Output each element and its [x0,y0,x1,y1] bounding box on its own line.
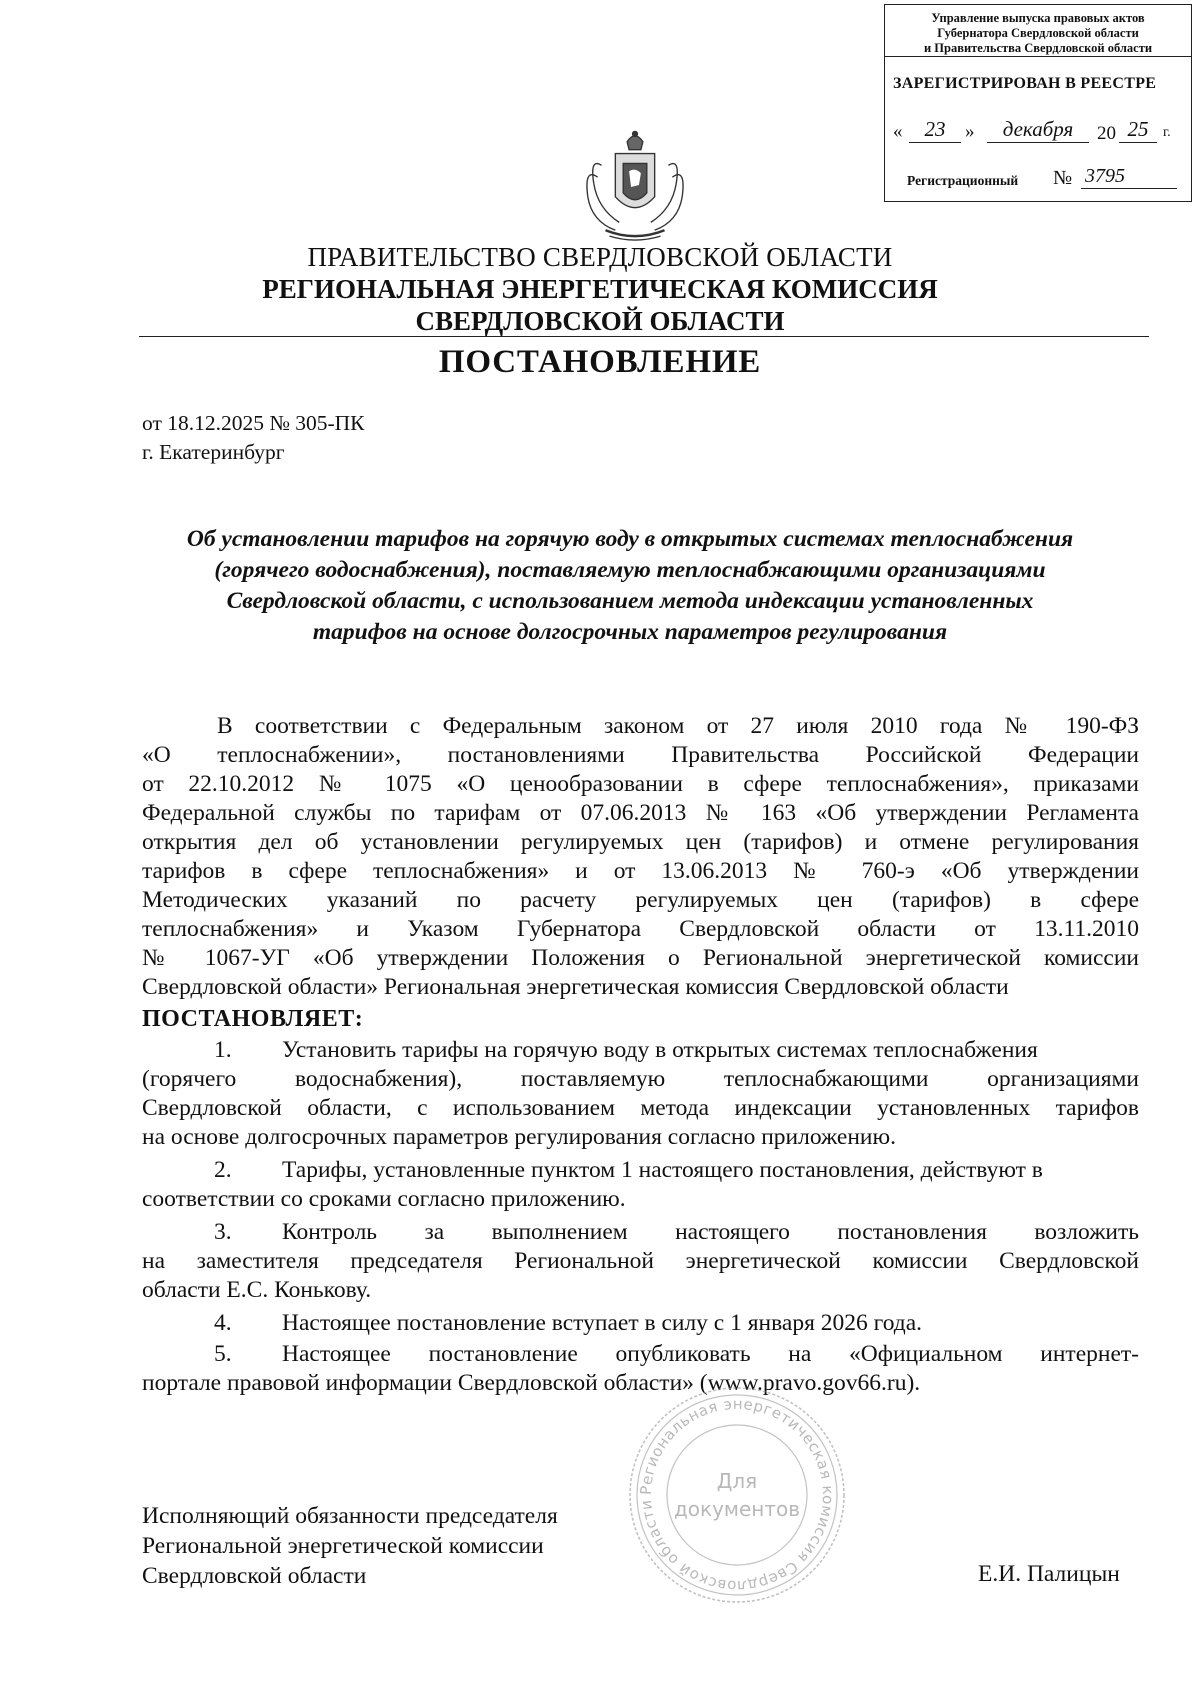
document-number: от 18.12.2025 № 305-ПК [142,411,365,435]
preamble-line: № 1067-УГ «Об утверждении Положения о Региональной энергетической комиссии [142,945,1139,971]
signer-position-line: Исполняющий обязанности председателя [142,1503,558,1529]
preamble-line: теплоснабжения» и Указом Губернатора Свердловской области от 13.11.2010 [142,916,1139,942]
item-line: области Е.С. Конькову. [142,1277,372,1303]
official-seal [626,1384,848,1606]
item-line: Контроль за выполнением настоящего постановления возложить [282,1219,1139,1245]
title-line: тарифов на основе долгосрочных параметров регулирования [312,619,948,645]
item-line: Настоящее постановление вступает в силу с 1 января 2026 года. [282,1310,923,1336]
item-number: 3. [214,1219,232,1245]
government-name: ПРАВИТЕЛЬСТВО СВЕРДЛОВСКОЙ ОБЛАСТИ [307,242,893,272]
item-line: Настоящее постановление опубликовать на «Официальном интернет- [282,1341,1139,1367]
registration-title: ЗАРЕГИСТРИРОВАН В РЕЕСТРЕ [893,75,1157,92]
title-line: (горячего водоснабжения), поставляемую теплоснабжающими организациями [214,557,1046,583]
preamble-line: «О теплоснабжении», постановлениями Правительства Российской Федерации [142,742,1139,768]
seal-center-text: документов [673,1497,801,1521]
item-line: на основе долгосрочных параметров регулирования согласно приложению. [142,1124,896,1150]
registration-century: 20 [1097,123,1116,144]
registration-office-line: Губернатора Свердловской области [937,26,1139,40]
commission-name-line: СВЕРДЛОВСКОЙ ОБЛАСТИ [415,306,785,336]
registration-stamp [884,4,1192,202]
signer-name: Е.И. Палицын [978,1561,1120,1587]
registration-office-line: и Правительства Свердловской области [923,41,1153,55]
item-number: 2. [214,1157,232,1183]
item-line: (горячего водоснабжения), поставляемую теплоснабжающими организациями [142,1066,1139,1092]
item-line: на заместителя председателя Региональной энергетической комиссии Свердловской [142,1248,1139,1274]
signer-position-line: Региональной энергетической комиссии [142,1533,544,1559]
preamble-line: тарифов в сфере теплоснабжения» и от 13.06.2013 № 760-э «Об утверждении [142,858,1139,884]
document-type: ПОСТАНОВЛЕНИЕ [438,344,762,380]
document-title [130,524,1130,648]
item-line: Тарифы, установленные пунктом 1 настоящего постановления, действуют в [282,1157,1043,1183]
item-line: соответствии со сроками согласно приложению. [142,1186,626,1212]
registration-month: декабря [987,117,1089,143]
preamble-line: Федеральной службы по тарифам от 07.06.2013 № 163 «Об утверждении Регламента [142,800,1139,826]
item-line: портале правовой информации Свердловской области» (www.pravo.gov66.ru). [142,1370,921,1396]
registration-year: 25 [1119,117,1157,143]
registration-number-row [907,165,1187,193]
title-line: Об установлении тарифов на горячую воду в открытых системах теплоснабжения [186,526,1074,552]
commission-name-line: РЕГИОНАЛЬНАЯ ЭНЕРГЕТИЧЕСКАЯ КОМИССИЯ [262,274,938,304]
registration-open-quote: « [893,121,903,142]
registration-date [891,117,1191,147]
registration-year-suffix: г. [1163,125,1171,140]
item-number: 5. [214,1341,232,1367]
seal-center-text: Для [716,1469,758,1493]
header-divider [139,336,1149,337]
decree-word: ПОСТАНОВЛЯЕТ: [142,1006,364,1032]
item-number: 4. [214,1310,232,1336]
registration-number-label: Регистрационный [907,173,1019,188]
seal-ring-text: Региональная энергетическая комиссия Свердловской области [636,1394,838,1596]
registration-office-line: Управление выпуска правовых актов [931,11,1145,25]
registration-number-sign: № [1053,167,1073,189]
registration-close-quote: » [965,121,975,142]
preamble-line: Свердловской области» Региональная энергетическая комиссия Свердловской области [142,974,1009,1000]
registration-number: 3795 [1081,165,1177,189]
document-city: г. Екатеринбург [142,440,285,464]
coat-of-arms-icon [576,128,694,244]
preamble-line: В соответствии с Федеральным законом от 27 июля 2010 года № 190-ФЗ [217,713,1139,739]
title-line: Свердловской области, с использованием метода индексации установленных [226,588,1034,614]
preamble-line: открытия дел об установлении регулируемых цен (тарифов) и отмене регулирования [142,829,1139,855]
preamble-line: Методических указаний по расчету регулируемых цен (тарифов) в сфере [142,887,1139,913]
registration-day: 23 [909,117,961,143]
registration-office [885,5,1191,57]
preamble-line: от 22.10.2012 № 1075 «О ценообразовании в сфере теплоснабжения», приказами [142,771,1139,797]
item-number: 1. [214,1037,232,1063]
signer-position-line: Свердловской области [142,1563,367,1589]
item-line: Установить тарифы на горячую воду в открытых системах теплоснабжения [282,1037,1038,1063]
item-line: Свердловской области, с использованием метода индексации установленных тарифов [142,1095,1139,1121]
